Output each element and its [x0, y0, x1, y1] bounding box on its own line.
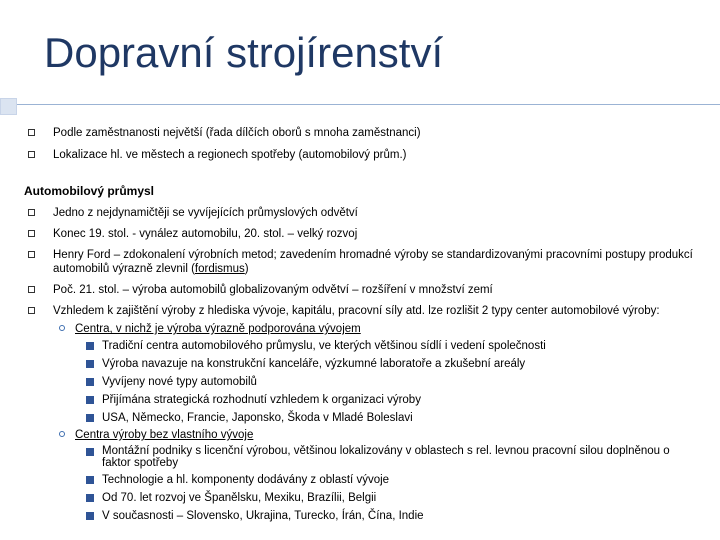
square-bullet-icon [86, 494, 94, 502]
list-item: Konec 19. stol. - vynález automobilu, 20. stol. – velký rozvoj [28, 227, 700, 241]
center-type-1 [57, 322, 700, 336]
slide-title: Dopravní strojírenství [44, 29, 444, 76]
square-bullet-icon [86, 448, 94, 456]
divider-line [0, 104, 720, 105]
square-bullet-icon [86, 512, 94, 520]
fordismus-link[interactable]: fordismus [194, 263, 245, 275]
sub-list-item: Přijímána strategická rozhodnutí vzhledem k organizaci výroby [86, 393, 700, 407]
title-divider [0, 98, 720, 117]
list-item: Podle zaměstnanosti největší (řada dílčích oborů s mnoha zaměstnanci) [28, 126, 421, 140]
sub-list-item: Vyvíjeny nové typy automobilů [86, 375, 700, 389]
square-bullet-icon [86, 342, 94, 350]
ring-bullet-icon [59, 431, 65, 437]
ring-bullet-icon [59, 325, 65, 331]
list-item: Vzhledem k zajištění výroby z hlediska vývoje, kapitálu, pracovní síly atd. lze rozlišit 2 typy center automobilové výroby: [28, 304, 700, 318]
list-item [28, 248, 700, 276]
center-type-1-label: Centra, v nichž je výroba výrazně podporována vývojem [75, 323, 361, 335]
list-item: Jedno z nejdynamičtěji se vyvíjejících průmyslových odvětví [28, 206, 700, 220]
sub-list-item: V současnosti – Slovensko, Ukrajina, Turecko, Írán, Čína, Indie [86, 509, 700, 523]
item-text: Henry Ford – zdokonalení výrobních metod; zavedením hromadné výroby se standardizovanými pracovními postupy produkcí automobilů výrazně zlevnil ( [53, 249, 693, 275]
square-bullet-icon [86, 414, 94, 422]
sub-list-item: USA, Německo, Francie, Japonsko, Škoda v Mladé Boleslavi [86, 411, 700, 425]
square-bullet-icon [86, 476, 94, 484]
sub-list-item: Od 70. let rozvoj ve Španělsku, Mexiku, Brazílii, Belgii [86, 491, 700, 505]
automotive-list [28, 206, 700, 523]
sub-list-item: Montážní podniky s licenční výrobou, většinou lokalizovány v oblastech s rel. levnou pracovní silou doplněnou o faktor spotřeby [86, 445, 700, 469]
item-text-end: ) [244, 263, 249, 275]
sub-list-item: Tradiční centra automobilového průmyslu, ve kterých většinou sídlí i vedení společnosti [86, 339, 700, 353]
sub-list-item: Výroba navazuje na konstrukční kanceláře, výzkumné laboratoře a zkušební areály [86, 357, 700, 371]
square-bullet-icon [86, 360, 94, 368]
center-type-2 [57, 428, 700, 442]
square-bullet-icon [86, 378, 94, 386]
top-list [28, 126, 421, 162]
sub-list-item: Technologie a hl. komponenty dodávány z oblastí vývoje [86, 473, 700, 487]
divider-square [0, 98, 17, 115]
list-item: Lokalizace hl. ve městech a regionech spotřeby (automobilový prům.) [28, 148, 421, 162]
square-bullet-icon [86, 396, 94, 404]
list-item: Poč. 21. stol. – výroba automobilů globalizovaným odvětví – rozšíření v množství zemí [28, 283, 700, 297]
section-heading: Automobilový průmysl [24, 184, 155, 198]
center-type-2-label: Centra výroby bez vlastního vývoje [75, 429, 254, 441]
